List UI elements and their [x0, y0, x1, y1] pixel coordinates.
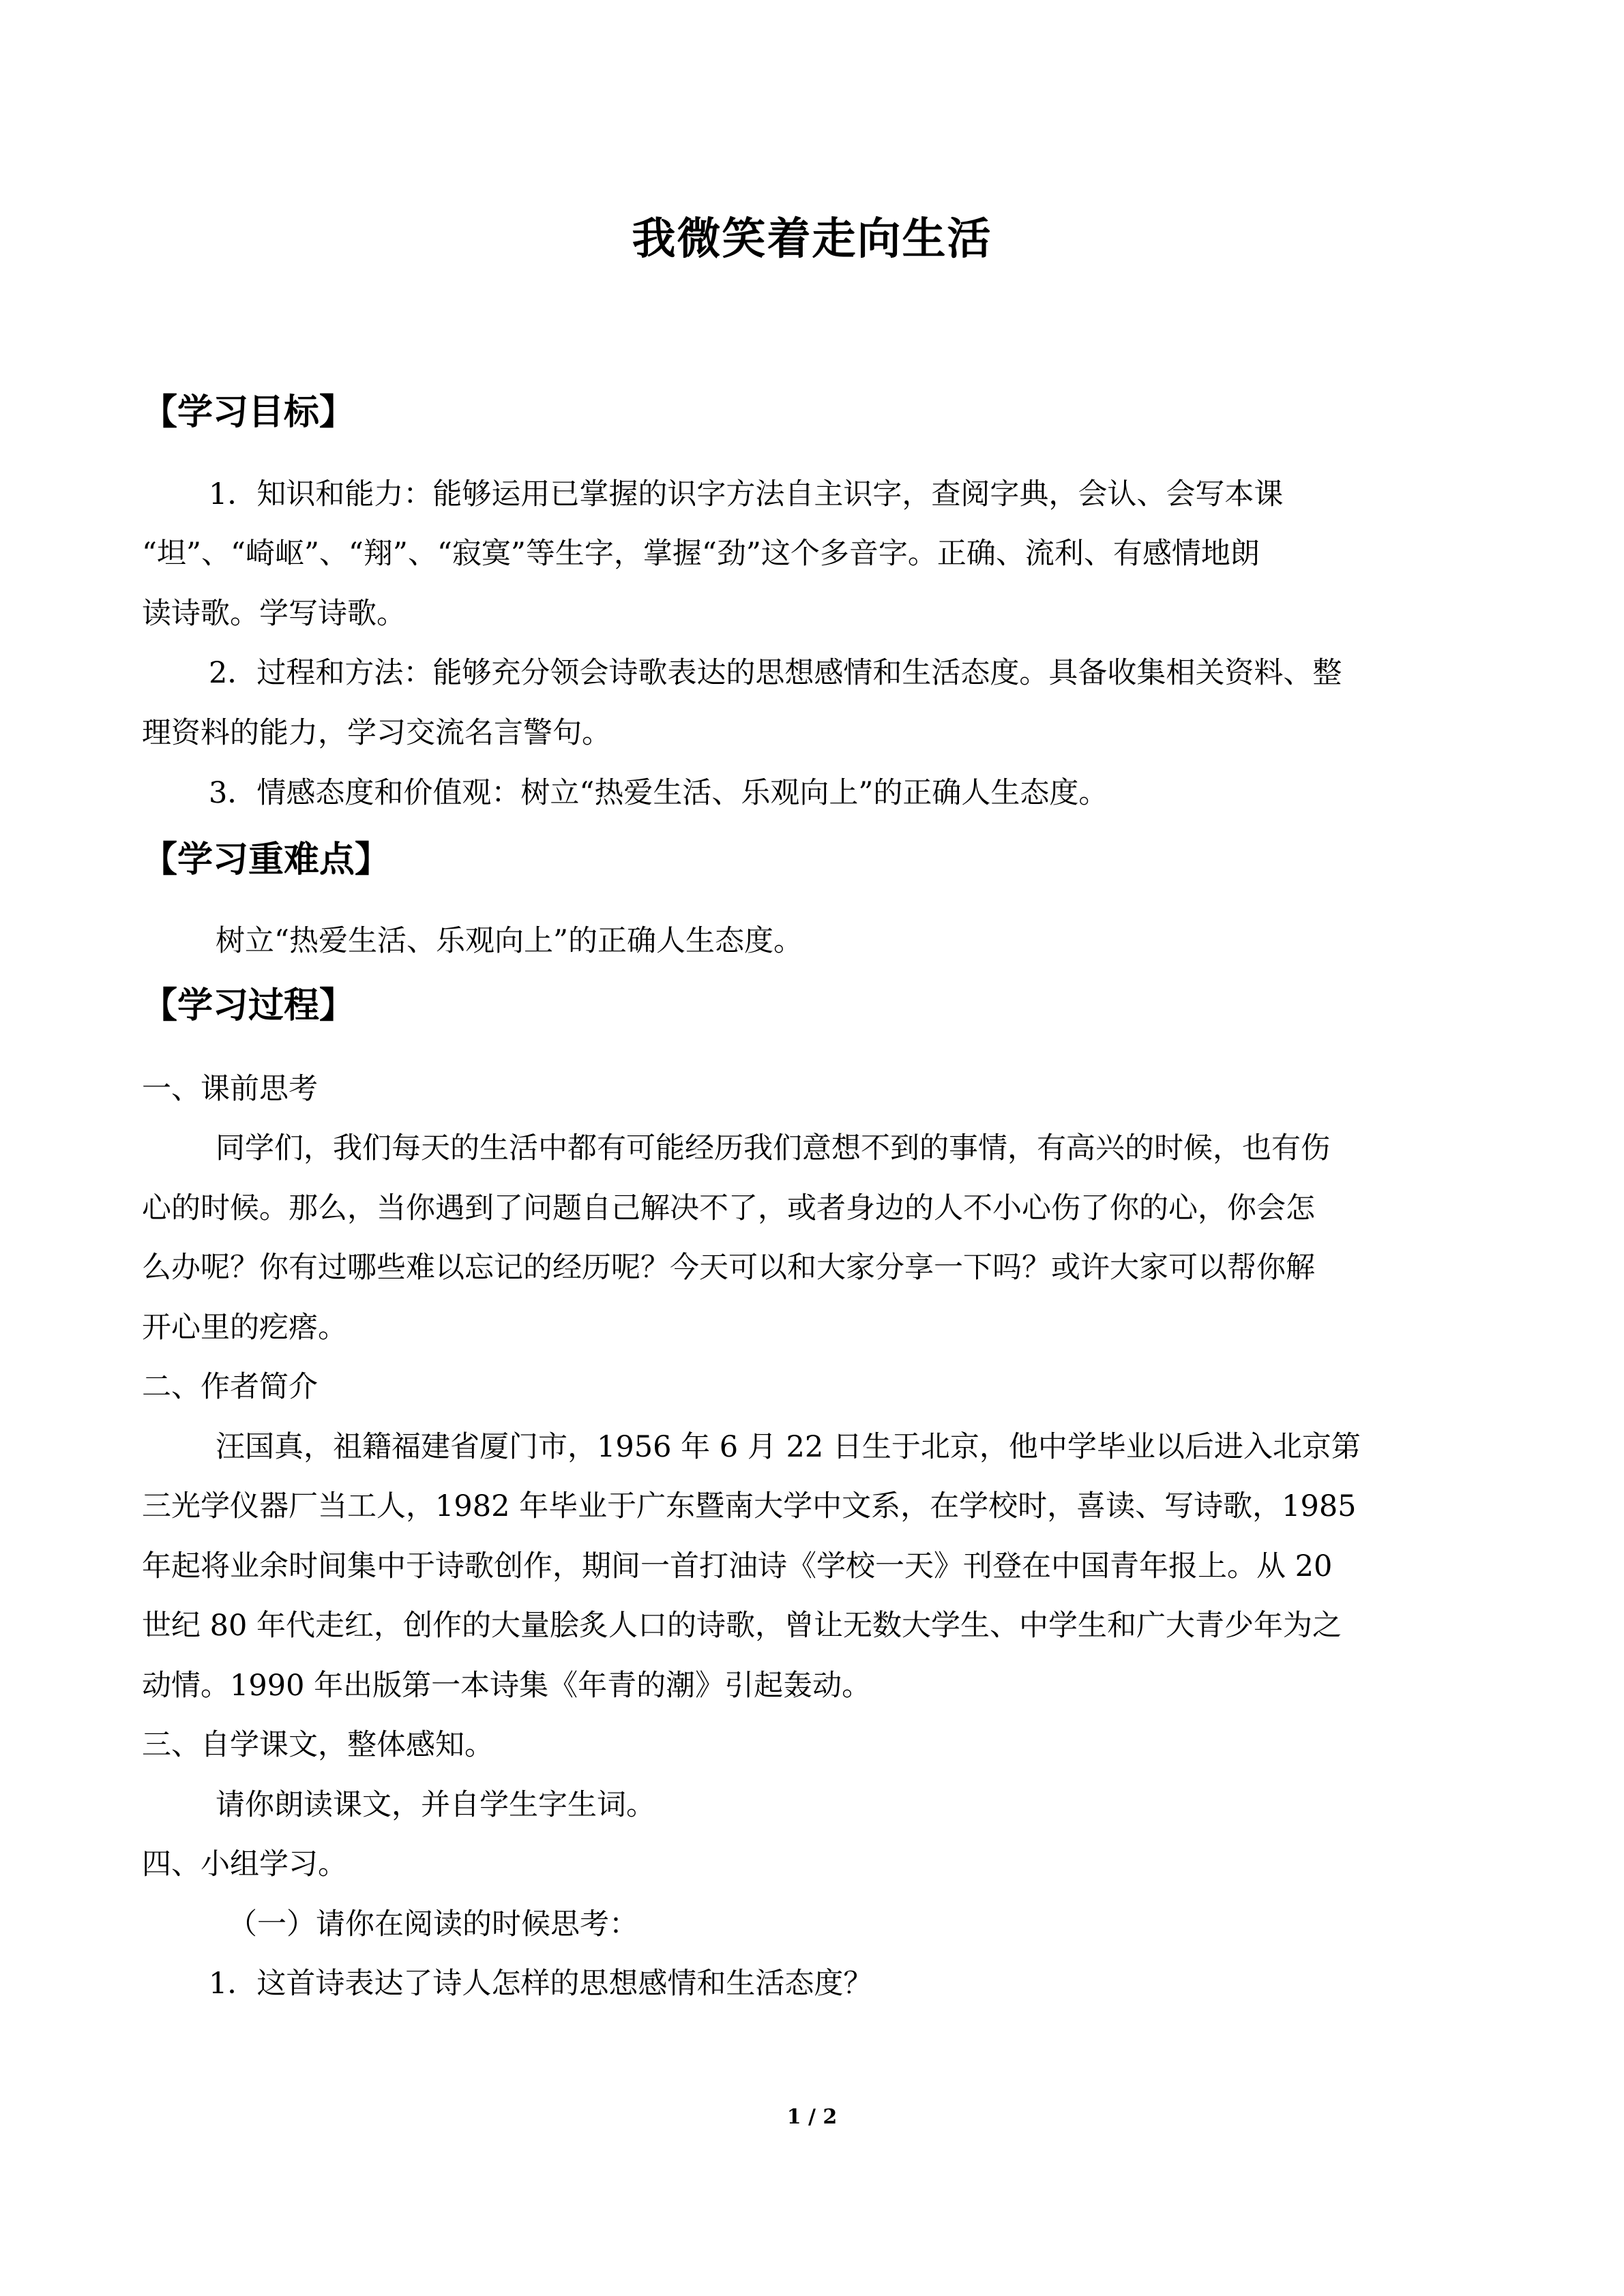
goals-line: “坦”、“崎岖”、“翔”、“寂寞”等生字，掌握“劲”这个多音字。正确、流利、有感情地朗	[142, 537, 1260, 571]
keypoints-text: 树立“热爱生活、乐观向上”的正确人生态度。	[216, 924, 803, 958]
part2-line: 年起将业余时间集中于诗歌创作，期间一首打油诗《学校一天》刊登在中国青年报上。从 20	[142, 1549, 1333, 1583]
part4-subheading: （一）请你在阅读的时候思考：	[228, 1907, 638, 1941]
goals-line: 读诗歌。学写诗歌。	[142, 597, 406, 631]
part2-line: 汪国真，祖籍福建省厦门市，1956 年 6 月 22 日生于北京，他中学毕业以后进入北京第	[216, 1430, 1361, 1464]
part4-question: 1．这首诗表达了诗人怎样的思想感情和生活态度？	[209, 1967, 873, 2001]
goals-line: 1．知识和能力：能够运用已掌握的识字方法自主识字，查阅字典，会认、会写本课	[209, 477, 1284, 511]
part4-heading: 四、小组学习。	[142, 1847, 347, 1881]
part1-line: 么办呢？你有过哪些难以忘记的经历呢？今天可以和大家分享一下吗？或许大家可以帮你解	[142, 1251, 1315, 1285]
goals-line: 理资料的能力，学习交流名言警句。	[142, 716, 611, 750]
page-number: 1 / 2	[786, 2105, 838, 2129]
goals-line: 2．过程和方法：能够充分领会诗歌表达的思想感情和生活态度。具备收集相关资料、整	[209, 656, 1342, 690]
part3-heading: 三、自学课文，整体感知。	[142, 1728, 494, 1762]
section-heading-process: 【学习过程】	[142, 985, 355, 1026]
document-title: 我微笑着走向生活	[632, 214, 992, 265]
part3-text: 请你朗读课文，并自学生字生词。	[216, 1788, 655, 1822]
goals-line: 3．情感态度和价值观：树立“热爱生活、乐观向上”的正确人生态度。	[209, 776, 1108, 810]
part1-line: 心的时候。那么，当你遇到了问题自己解决不了，或者身边的人不小心伤了你的心，你会怎	[142, 1191, 1315, 1225]
part1-heading: 一、课前思考	[142, 1072, 318, 1106]
part2-line: 三光学仪器厂当工人，1982 年毕业于广东暨南大学中文系，在学校时，喜读、写诗歌，1985	[142, 1489, 1357, 1523]
part1-line: 开心里的疙瘩。	[142, 1311, 347, 1345]
part2-line: 动情。1990 年出版第一本诗集《年青的潮》引起轰动。	[142, 1669, 872, 1703]
part2-heading: 二、作者简介	[142, 1370, 318, 1404]
part2-line: 世纪 80 年代走红，创作的大量脍炙人口的诗歌，曾让无数大学生、中学生和广大青少年为之	[142, 1609, 1342, 1643]
section-heading-keypoints: 【学习重难点】	[142, 839, 391, 880]
part1-line: 同学们，我们每天的生活中都有可能经历我们意想不到的事情，有高兴的时候，也有伤	[216, 1131, 1330, 1165]
section-heading-goals: 【学习目标】	[142, 392, 355, 433]
